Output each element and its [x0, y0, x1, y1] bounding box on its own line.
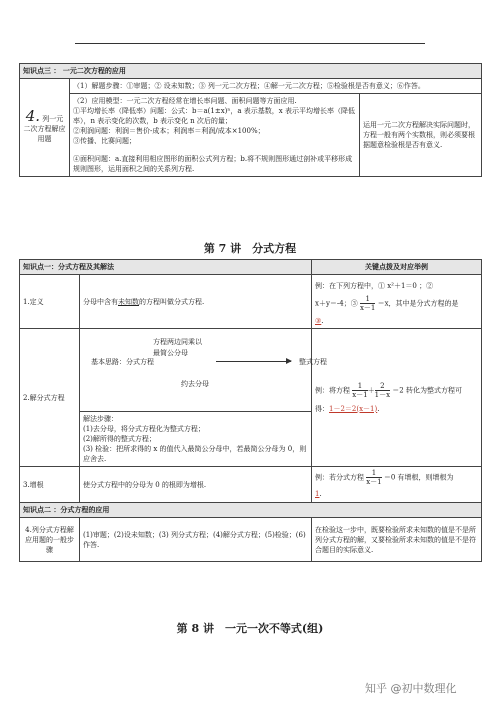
flow-top-1: 方程两边同乘以	[153, 338, 202, 346]
app-note: 在检验这一步中，既要检验所求未知数的值是不是所列分式方程的解，又要检验所求未知数的值是不是符合题目的实际意义.	[312, 518, 482, 562]
def-text	[80, 275, 312, 329]
root-fraction	[366, 469, 381, 486]
solve-example-c: 得：	[315, 404, 329, 413]
model-profit: ②利润问题：利润＝售价-成本；利润率＝利润/成本×100%；	[73, 127, 265, 135]
root-label: 3.增根	[20, 467, 80, 503]
label-number: 4.	[25, 107, 41, 125]
plus-sign: ＋	[367, 386, 375, 394]
def-example-end: .	[321, 317, 324, 325]
model-area: ④面积问题：a.直接利用相应图形的面积公式列方程；b.将不规则图形通过剖补或平移形成规则图形，运用面积之间的关系列方程.	[73, 155, 353, 173]
step-2: (2)解所得的整式方程；	[83, 435, 156, 443]
solve-steps-list	[80, 412, 312, 467]
solve-example-end: .	[377, 404, 380, 413]
def-text-a: 分母中含有	[83, 297, 118, 306]
numerator: 1	[360, 295, 375, 304]
section-header-2: 知识点二 ：分式方程的应用	[20, 503, 482, 518]
root-example-b: ＝0 有增根，则增根为	[383, 473, 454, 482]
app-text: (1)审题；(2)设未知数；(3) 列分式方程；(4)解分式方程；(5)检验；(6)作答.	[80, 518, 312, 562]
flow-right: 整式方程	[299, 358, 327, 366]
def-text-unknown: 未知数	[118, 297, 139, 306]
denominator: x－1	[366, 478, 382, 486]
section-header-key: 关键点拨及对应举例	[312, 260, 482, 275]
section-header-1: 知识点一：分式方程及其解法	[20, 260, 312, 275]
def-example	[312, 275, 482, 329]
zhihu-watermark: 知乎 @初中数理化	[365, 682, 457, 695]
def-text-b: 的方程叫做分式方程.	[139, 297, 205, 306]
quadratic-application-table	[19, 63, 482, 177]
root-example-a: 例：若分式方程	[315, 473, 364, 482]
solve-label: 2.解分式方程	[20, 329, 80, 467]
application-models	[70, 94, 360, 177]
solve-example-answer: 1－2＝2(x－1)	[329, 404, 378, 413]
flow-left: 基本思路：分式方程	[91, 358, 154, 366]
solve-example-a: 例：将方程	[315, 386, 350, 394]
solve-example	[312, 329, 482, 467]
solve-fraction-2	[375, 382, 390, 399]
denominator: 1－x	[374, 390, 391, 399]
label-text: 列一元二次方程解应用题	[23, 115, 66, 143]
solve-example-b: ＝2 转化为整式方程可	[392, 386, 462, 394]
application-note: 运用一元二次方程解决实际问题时，方程一般有两个实数根，则必须要根据题意检验根是否有意义.	[360, 94, 482, 177]
step-1: (1)去分母，将分式方程化为整式方程；	[83, 425, 205, 433]
def-example-fraction	[360, 295, 375, 312]
row-label	[20, 79, 70, 177]
def-example-a: 例：在下列方程中，① x²＋1＝0 ；②	[315, 282, 434, 290]
model-spread: ③传播、比赛问题；	[73, 137, 136, 145]
steps-title: 解法步骤：	[83, 415, 118, 423]
top-rule	[75, 43, 425, 44]
flow-bottom: 约去分母	[181, 380, 209, 388]
solve-flow	[80, 329, 327, 412]
root-example-answer: 1	[315, 490, 320, 498]
def-example-answer: ③	[315, 317, 322, 325]
solve-steps: （1）解题步骤：①审题；② 设未知数；③ 列一元二次方程；④解一元二次方程；⑤检验根是否有意义；⑥作答。	[70, 79, 482, 94]
model-growth: ①平均增长率（降低率）问题：公式：b＝a(1±x)ⁿ，a 表示基数，x 表示平均增长率（降低率），n 表示变化的次数，b 表示变化 n 次后的量；	[73, 107, 355, 125]
flow-arrow	[216, 361, 291, 362]
denominator: x－1	[359, 304, 376, 312]
lecture-8-title: 第 8 讲 一元一次不等式(组)	[176, 622, 324, 635]
app-label: 4.列分式方程解应用题的一般步骤	[20, 518, 80, 562]
numerator: 1	[352, 382, 367, 391]
root-example	[312, 467, 482, 503]
root-example-end: .	[319, 490, 322, 498]
numerator: 2	[375, 382, 390, 391]
denominator: x－1	[352, 390, 368, 399]
section-header: 知识点三 ： 一元二次方程的应用	[20, 64, 482, 79]
step-3: (3) 检验：把所求得的 x 的值代入最简公分母中，若最简公分母为 0，则应舍去.	[83, 445, 307, 463]
lecture-7-title: 第 7 讲 分式方程	[203, 242, 297, 255]
fraction-equation-table	[19, 259, 482, 562]
def-label: 1.定义	[20, 275, 80, 329]
solve-fraction-1	[352, 382, 367, 399]
root-text: 使分式方程中的分母为 0 的根即为增根.	[80, 467, 312, 503]
model-intro: （2）应用模型：一元二次方程经常在增长率问题、面积问题等方面应用.	[73, 97, 297, 105]
flow-top-2: 最简公分母	[153, 349, 188, 357]
def-example-b: x＋y＝-4；③	[315, 299, 358, 308]
def-example-c: ＝x，其中是分式方程的是	[377, 299, 459, 308]
numerator: 1	[366, 469, 381, 478]
